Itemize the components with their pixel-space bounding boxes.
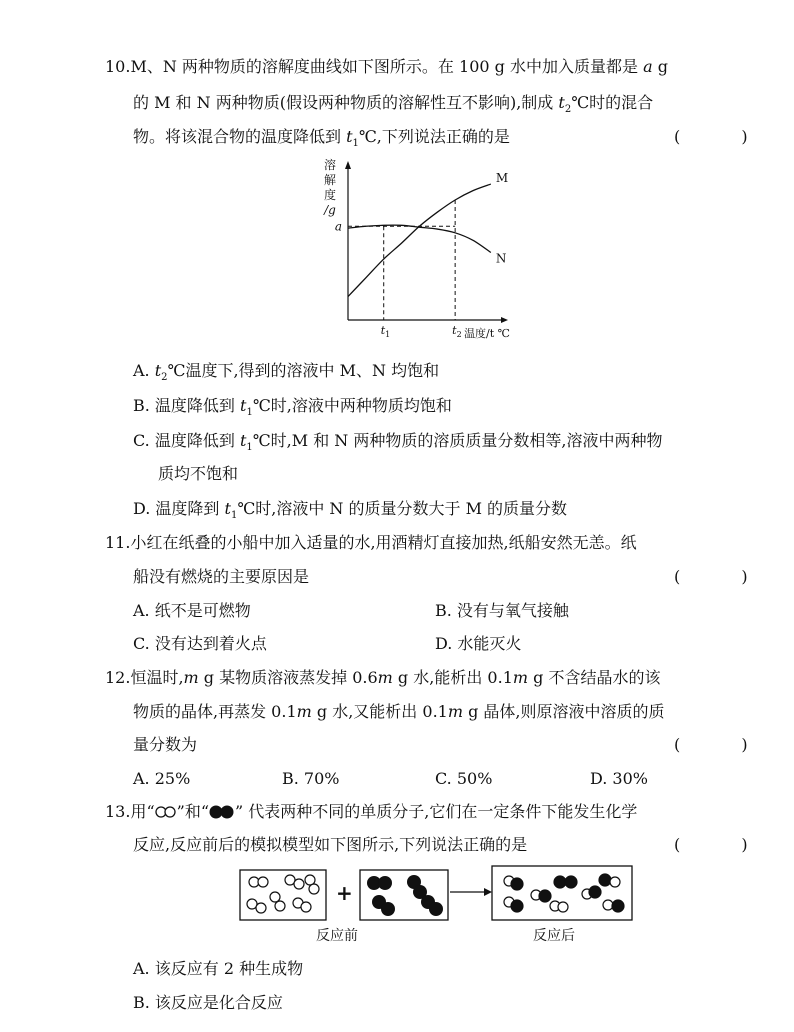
y-marker-a: a [334, 219, 342, 234]
y-axis-label-char: /g [324, 203, 336, 217]
q11-answer-paren: ( ) [674, 567, 776, 586]
solubility-chart [318, 155, 548, 345]
y-axis-label-char: 解 [323, 173, 337, 187]
x-axis-arrow [501, 317, 508, 323]
q10-line2: 的 M 和 N 两种物质(假设两种物质的溶解性互不影响),制成 $t_2℃$时的混合 [133, 93, 654, 116]
plus-sign: + [336, 881, 353, 905]
q11-option-a: A. 纸不是可燃物 [133, 601, 251, 620]
series-curve-N [348, 225, 491, 252]
q13-answer-paren: ( ) [674, 835, 776, 854]
q10-line3: 物。将该混合物的温度降低到 $t_1℃$,下列说法正确的是 [133, 127, 510, 150]
caption-after: 反应后 [533, 928, 575, 944]
q12-option-b: B. 70% [282, 769, 340, 788]
q12-option-c: C. 50% [435, 769, 493, 788]
x-tick-label-t1: $t_1$ [380, 324, 391, 339]
q10-option-a: A. $t_2℃$温度下,得到的溶液中 M、N 均饱和 [133, 361, 440, 384]
q12-option-d: D. 30% [590, 769, 648, 788]
q12-line3: 量分数为 [133, 735, 198, 754]
reaction-model-diagram [230, 862, 640, 924]
x-tick-label-t2: $t_2$ [452, 324, 462, 339]
q11-number: 11. [105, 533, 131, 552]
q11-option-b: B. 没有与氧气接触 [435, 601, 569, 620]
q11-option-c: C. 没有达到着火点 [133, 634, 267, 653]
q10-number: 10. [105, 57, 131, 76]
q13-option-b: B. 该反应是化合反应 [133, 993, 283, 1012]
q12-line2: 物质的晶体,再蒸发 0.1m g 水,又能析出 0.1m g 晶体,则原溶液中溶质的质 [133, 702, 665, 721]
black-molecule-icon [209, 805, 235, 819]
q12-answer-paren: ( ) [674, 735, 776, 754]
q10-answer-paren: ( ) [674, 127, 776, 146]
x-axis-label: 温度/t ℃ [464, 327, 510, 340]
q13-number: 13. [105, 802, 131, 821]
caption-before: 反应前 [316, 928, 358, 944]
q12-line1: 12.恒温时,m g 某物质溶液蒸发掉 0.6m g 水,能析出 0.1m g 不含结晶水的该 [105, 668, 661, 687]
y-axis-label-char: 度 [323, 188, 337, 202]
q13-option-a: A. 该反应有 2 种生成物 [133, 959, 304, 978]
y-axis-arrow [345, 161, 351, 169]
q11-line2: 船没有燃烧的主要原因是 [133, 567, 310, 586]
q10-option-c-cont: 质均不饱和 [158, 464, 239, 483]
q10-option-b: B. 温度降低到 $t_1℃$时,溶液中两种物质均饱和 [133, 396, 452, 419]
white-molecule-icon [155, 806, 177, 818]
q13-line1: 13.用“ ”和“ ” 代表两种不同的单质分子,它们在一定条件下能发生化学 [105, 802, 638, 821]
q10-option-c: C. 温度降低到 $t_1℃$时,M 和 N 两种物质的溶质质量分数相等,溶液中两种物 [133, 431, 663, 454]
q10-option-d: D. 温度降到 $t_1℃$时,溶液中 N 的质量分数大于 M 的质量分数 [133, 499, 568, 522]
q11-option-d: D. 水能灭火 [435, 634, 522, 653]
series-label-M: M [495, 171, 509, 186]
q12-number: 12. [105, 668, 131, 687]
q10-line1: 10.M、N 两种物质的溶解度曲线如下图所示。在 100 g 水中加入质量都是 a g [105, 57, 668, 76]
series-curve-M [348, 184, 491, 297]
y-axis-label-char: 溶 [323, 158, 337, 172]
q13-line2: 反应,反应前后的模拟模型如下图所示,下列说法正确的是 [133, 835, 528, 854]
q11-line1: 11.小红在纸叠的小船中加入适量的水,用酒精灯直接加热,纸船安然无恙。纸 [105, 533, 637, 552]
q12-option-a: A. 25% [133, 769, 191, 788]
series-label-N: N [495, 251, 507, 266]
